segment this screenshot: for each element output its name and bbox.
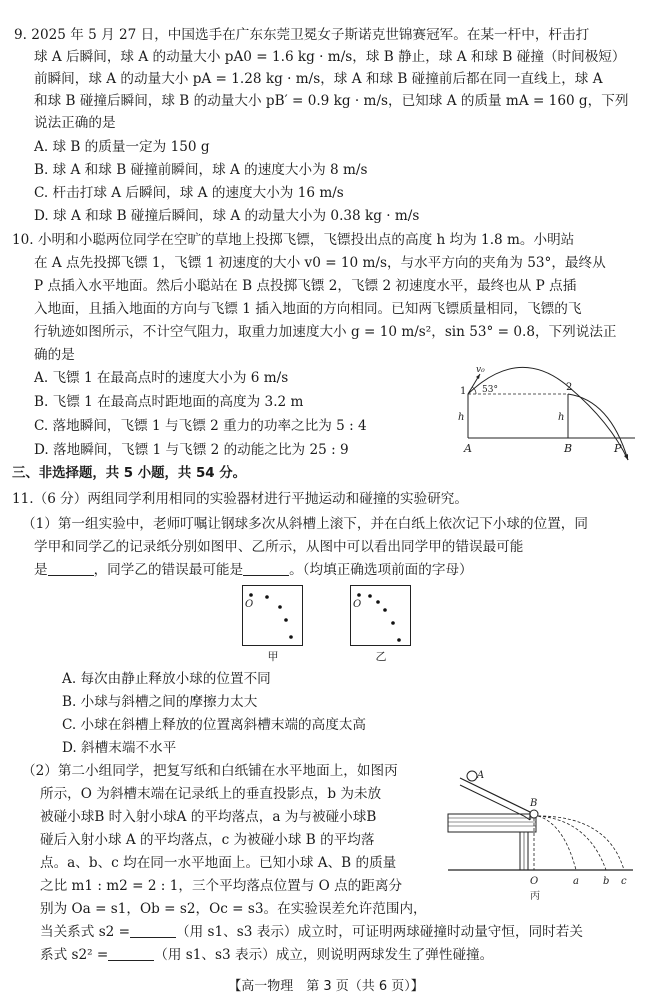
- q11-option-b: B. 小球与斜槽之间的摩擦力太大: [62, 694, 258, 710]
- q11-intro: 11.（6 分）两组同学利用相同的实验器材进行平抛运动和碰撞的实验研究。: [12, 491, 468, 507]
- q10-fig-angle: 53°: [482, 385, 498, 395]
- fig-yi-o: O: [353, 599, 362, 610]
- q11-part2-line-7: 别为 Oa = s1，Ob = s2，Oc = s3。在实验误差允许范围内，: [40, 901, 427, 917]
- fig-yi-label: 乙: [375, 650, 387, 663]
- fig-bing-b-ball: B: [530, 798, 538, 809]
- q9-option-b: B. 球 A 和球 B 碰撞前瞬间，球 A 的速度大小为 8 m/s: [34, 162, 368, 178]
- q10-option-d: D. 落地瞬间，飞镖 1 与飞镖 2 的动能之比为 25 : 9: [34, 442, 349, 458]
- q10-trajectory-figure: [450, 360, 645, 465]
- q11-part2-line-2: 所示，O 为斜槽末端在记录纸上的垂直投影点，b 为未放: [40, 786, 382, 802]
- q10-stem-line-4: 入地面，且插入地面的方向与飞镖 1 插入地面的方向相同。已知两飞镖质量相同，飞镖的飞: [34, 301, 582, 317]
- q11-relation-2-prefix: 系式 s2² =: [40, 947, 109, 963]
- q11-part2-line-4: 碰后入射小球 A 的平均落点，c 为被碰小球 B 的平均落: [40, 832, 375, 848]
- q11-part1-line-2: 学甲和同学乙的记录纸分别如图甲、乙所示，从图中可以看出同学甲的错误最可能: [34, 539, 524, 555]
- q9-stem-line-3: 前瞬间，球 A 的动量大小 pA = 1.28 kg · m/s，球 A 和球 B 碰撞前后都在同一直线上，球 A: [34, 71, 603, 87]
- q10-option-b: B. 飞镖 1 在最高点时距地面的高度为 3.2 m: [34, 394, 304, 410]
- q10-fig-h-right: h: [558, 412, 565, 423]
- fig-jia-label: 甲: [267, 650, 279, 663]
- q10-fig-dart2: 2: [566, 382, 573, 393]
- q11-part1-line-3: [34, 560, 473, 580]
- fig-bing-c-point: c: [621, 876, 627, 887]
- page-footer: 【高一物理 第 3 页（共 6 页）】: [228, 979, 424, 994]
- fig-jia-o: O: [245, 599, 254, 610]
- q11-part2-line-3: 被碰小球B 时入射小球A 的平均落点，a 为与被碰小球B: [40, 809, 377, 825]
- q11-part2-line-8: [40, 922, 583, 942]
- q11-relation-1-suffix: （用 s1、s3 表示）成立时，可证明两球碰撞时动量守恒，同时若关: [176, 924, 583, 940]
- q9-stem-line-2: 球 A 后瞬间，球 A 的动量大小 pA0 = 1.6 kg · m/s，球 B 静止，球 A 和球 B 碰撞（时间极短）: [34, 49, 626, 65]
- q11-part1-mid: ，同学乙的错误最可能是: [93, 562, 244, 578]
- fig-bing-o: O: [530, 876, 539, 887]
- q9-option-d: D. 球 A 和球 B 碰撞后瞬间，球 A 的动量大小为 0.38 kg · m/s: [34, 208, 420, 224]
- q11-blank-elastic[interactable]: [108, 947, 154, 961]
- q10-fig-dart1: 1: [460, 386, 467, 397]
- q11-blank-yi[interactable]: [243, 562, 289, 576]
- q9-stem-line-1: 9. 2025 年 5 月 27 日，中国选手在广东东莞卫冕女子斯诺克世锦赛冠军。在某一杆中，杆击打: [14, 27, 590, 43]
- q11-part1-prefix: 是: [34, 562, 48, 578]
- q10-fig-b: B: [564, 442, 573, 455]
- q11-relation-2-suffix: （用 s1、s3 表示）成立，则说明两球发生了弹性碰撞。: [154, 947, 494, 963]
- figure-yi-record-paper: [350, 585, 412, 647]
- q10-stem-line-6: 确的是: [34, 347, 75, 363]
- figure-bing-apparatus: [448, 762, 638, 902]
- q10-fig-p: P: [614, 442, 622, 455]
- q10-fig-a: A: [464, 442, 472, 455]
- q11-part1-suffix: 。（均填正确选项前面的字母）: [289, 562, 473, 578]
- q11-part2-line-6: 之比 m1 : m2 = 2 : 1，三个平均落点位置与 O 点的距离分: [40, 878, 403, 894]
- q11-blank-momentum[interactable]: [130, 924, 176, 938]
- q11-part2-line-5: 点。a、b、c 均在同一水平地面上。已知小球 A、B 的质量: [40, 855, 397, 871]
- q10-fig-v0: v₀: [476, 365, 485, 375]
- q11-blank-jia[interactable]: [48, 562, 94, 576]
- q11-part1-line-1: （1）第一组实验中，老师叮嘱让钢球多次从斜槽上滚下，并在白纸上依次记下小球的位置，同: [22, 516, 588, 532]
- fig-bing-a-ball: A: [477, 770, 485, 781]
- q9-stem-line-5: 说法正确的是: [34, 115, 116, 131]
- q11-option-c: C. 小球在斜槽上释放的位置离斜槽末端的高度太高: [62, 717, 367, 733]
- q11-relation-1-prefix: 当关系式 s2 =: [40, 924, 131, 940]
- q10-fig-h-left: h: [458, 412, 465, 423]
- q10-option-a: A. 飞镖 1 在最高点时的速度大小为 6 m/s: [34, 370, 289, 386]
- q11-option-d: D. 斜槽末端不水平: [62, 740, 177, 756]
- q10-stem-line-2: 在 A 点先投掷飞镖 1，飞镖 1 初速度的大小 v0 = 10 m/s，与水平方向的夹角为 53°，最终从: [34, 255, 606, 271]
- q10-stem-line-1: 10. 小明和小聪两位同学在空旷的草地上投掷飞镖，飞镖投出点的高度 h 均为 1.8 m。小明站: [12, 232, 575, 248]
- q10-stem-line-3: P 点插入水平地面。然后小聪站在 B 点投掷飞镖 2，飞镖 2 初速度水平，最终也从 P 点插: [34, 278, 577, 294]
- q11-part2-line-1: （2）第二小组同学，把复写纸和白纸铺在水平地面上，如图丙: [22, 763, 398, 779]
- q11-option-a: A. 每次由静止释放小球的位置不同: [62, 671, 271, 687]
- fig-bing-b-point: b: [603, 876, 610, 887]
- q11-part2-line-9: [40, 945, 493, 965]
- q10-stem-line-5: 行轨迹如图所示，不计空气阻力，取重力加速度大小 g = 10 m/s²，sin 53° = 0.8，下列说法正: [34, 324, 617, 340]
- fig-bing-a-point: a: [573, 876, 579, 887]
- fig-bing-label: 丙: [530, 891, 540, 902]
- section-3-header: 三、非选择题，共 5 小题，共 54 分。: [12, 466, 247, 481]
- q10-option-c: C. 落地瞬间，飞镖 1 与飞镖 2 重力的功率之比为 5 : 4: [34, 418, 367, 434]
- q9-option-c: C. 杆击打球 A 后瞬间，球 A 的速度大小为 16 m/s: [34, 185, 344, 201]
- q9-option-a: A. 球 B 的质量一定为 150 g: [34, 139, 210, 155]
- figure-jia-record-paper: [242, 585, 304, 647]
- q9-stem-line-4: 和球 B 碰撞后瞬间，球 B 的动量大小 pB′ = 0.9 kg · m/s，已知球 A 的质量 mA = 160 g，下列: [34, 93, 629, 109]
